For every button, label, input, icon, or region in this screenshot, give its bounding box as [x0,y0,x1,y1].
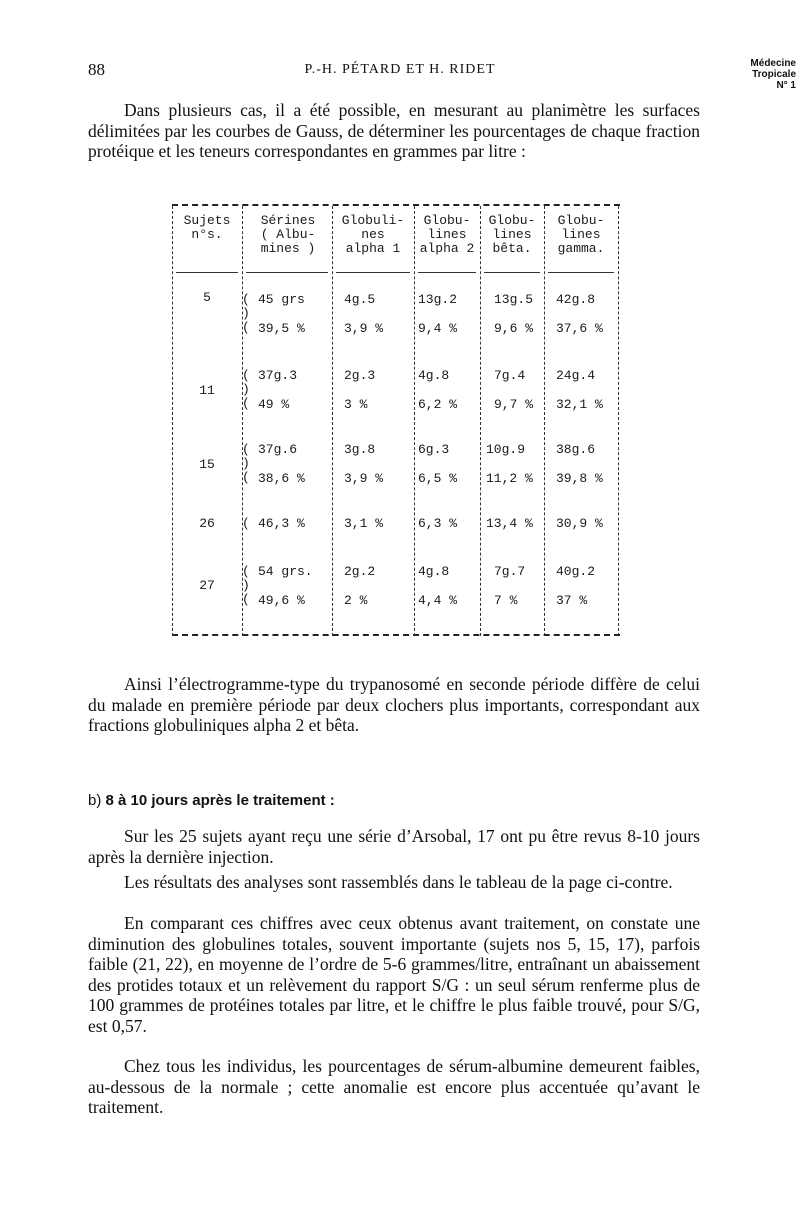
table-cell: 24g.4 [556,368,596,383]
header-underline [246,272,328,273]
table-cell: 4g.5 [344,292,376,307]
table-right-border [618,206,619,636]
analysis-paragraph: Ainsi l’électrogramme-type du trypanosomé en seconde période diffère de celui du malade en première période par deux clochers plus importants, correspondant aux fractions globuliniques alpha 2 et bêta. [88,674,700,735]
table-cell: 40g.2 [556,564,596,579]
table-left-border [172,206,173,636]
table-cell: 37g.3 [258,368,298,383]
table-cell: 3g.8 [344,442,376,457]
header-line: Sujets [183,213,231,228]
header-line: bêta. [492,241,532,256]
journal-mark [726,58,796,91]
table-top-rule [172,204,620,206]
header-underline [176,272,238,273]
table-cell: 2g.3 [344,368,376,383]
header-underline [336,272,410,273]
table-cell: 3 % [344,397,368,412]
table-cell: 6,2 % [418,397,458,412]
table-subject: 15 [199,457,215,472]
table-cell: 49 % [258,397,290,412]
table-cell: 13g.2 [418,292,458,307]
table-cell: 38g.6 [556,442,596,457]
header-line: Globuli- [341,213,405,228]
bracket: ( [242,564,250,579]
table-cell: 10g.9 [486,442,526,457]
bracket: ) [242,578,250,593]
bracket: ( [242,368,250,383]
section-title: 8 à 10 jours après le traitement : [105,792,335,809]
table-cell: 4g.8 [418,564,450,579]
bracket: ( [242,320,250,335]
table-subject: 26 [199,516,215,531]
header-line: Globu- [557,213,605,228]
section-label: b) [88,792,102,809]
body-paragraph: Chez tous les individus, les pourcentages de sérum-albumine demeurent faibles, au-dessous de la normale ; cette anomalie est encore plus accentuée qu’avant le traitement. [88,1056,700,1117]
journal-line: Tropicale [752,69,796,80]
bracket: ) [242,306,250,321]
table-cell: 4g.8 [418,368,450,383]
journal-line: N° 1 [776,80,796,91]
table-cell: 38,6 % [258,471,305,486]
table-cell: 2 % [344,593,368,608]
bracket: ( [242,396,250,411]
table-cell: 11,2 % [486,471,533,486]
bracket: ( [242,470,250,485]
header-line: nes [361,227,385,242]
body-paragraph: Sur les 25 sujets ayant reçu une série d’Arsobal, 17 ont pu être revus 8-10 jours après la dernière injection. [88,826,700,867]
protein-fraction-table [172,200,622,640]
header-line: mines ) [260,241,316,256]
table-cell: 37 % [556,593,588,608]
table-cell: 7 % [494,593,518,608]
table-subject: 11 [199,383,215,398]
table-cell: 37,6 % [556,321,603,336]
page-number: 88 [88,60,105,79]
bracket: ( [242,292,250,307]
table-cell: 13g.5 [494,292,534,307]
table-cell: 6,3 % [418,516,458,531]
table-subject: 5 [203,290,211,305]
table-cell: 3,9 % [344,321,384,336]
body-paragraph: Les résultats des analyses sont rassemblés dans le tableau de la page ci-contre. [124,872,673,892]
table-cell: 6g.3 [418,442,450,457]
column-divider [414,206,415,636]
table-cell: 6,5 % [418,471,458,486]
header-subjects [174,214,240,242]
bracket: ) [242,456,250,471]
table-cell: 39,5 % [258,321,305,336]
table-cell: 37g.6 [258,442,298,457]
table-cell: 45 grs [258,292,305,307]
table-cell: 9,6 % [494,321,534,336]
bracket: ) [242,382,250,397]
header-underline [484,272,540,273]
header-line: Sérines [260,213,316,228]
table-cell: 4,4 % [418,593,458,608]
table-cell: 9,7 % [494,397,534,412]
header-line: alpha 1 [345,241,401,256]
header-line: ( Albu- [260,227,316,242]
table-cell: 3,1 % [344,516,384,531]
header-line: n°s. [191,227,223,242]
table-cell: 39,8 % [556,471,603,486]
header-underline [418,272,476,273]
table-cell: 7g.7 [494,564,526,579]
table-bottom-rule [172,634,620,636]
column-divider [332,206,333,636]
body-paragraph: En comparant ces chiffres avec ceux obtenus avant traitement, on constate une diminution des globulines totales, souvent importante (sujets nos 5, 15, 17), parfois faible (21, 22), en moyenne de l’ordre de 5-6 grammes/litre, entraînant un abaissement des protides totaux et un relèvement du rapport S/G : un seul sérum renferme plus de 100 grammes de protéines totales par litre, et le chiffre le plus faible trouvé, pour S/G, est 0,57. [88,913,700,1036]
header-line: lines [561,227,601,242]
table-cell: 54 grs. [258,564,313,579]
header-line: gamma. [557,241,605,256]
journal-line: Médecine [750,58,796,69]
intro-paragraph: Dans plusieurs cas, il a été possible, en mesurant au planimètre les surfaces délimitées par les courbes de Gauss, de déterminer les pourcentages de chaque fraction protéique et les teneurs correspondantes en grammes par litre : [88,100,700,161]
table-cell: 3,9 % [344,471,384,486]
table-cell: 7g.4 [494,368,526,383]
table-cell: 13,4 % [486,516,533,531]
table-cell: 42g.8 [556,292,596,307]
header-line: lines [427,227,467,242]
table-cell: 32,1 % [556,397,603,412]
bracket: ( [242,516,250,531]
header-underline [548,272,614,273]
header-line: lines [492,227,532,242]
column-divider [544,206,545,636]
header-beta [482,214,542,256]
header-line: alpha 2 [419,241,475,256]
header-gamma [546,214,616,256]
bracket: ( [242,592,250,607]
header-serines [246,214,330,256]
table-cell: 2g.2 [344,564,376,579]
column-divider [480,206,481,636]
table-cell: 9,4 % [418,321,458,336]
header-line: Globu- [423,213,471,228]
header-line: Globu- [488,213,536,228]
bracket: ( [242,442,250,457]
table-cell: 49,6 % [258,593,305,608]
table-cell: 30,9 % [556,516,603,531]
running-head: P.-H. PÉTARD ET H. RIDET [304,62,496,77]
table-cell: 46,3 % [258,516,305,531]
header-alpha2 [416,214,478,256]
table-subject: 27 [199,578,215,593]
section-heading [88,792,335,809]
header-alpha1 [334,214,412,256]
